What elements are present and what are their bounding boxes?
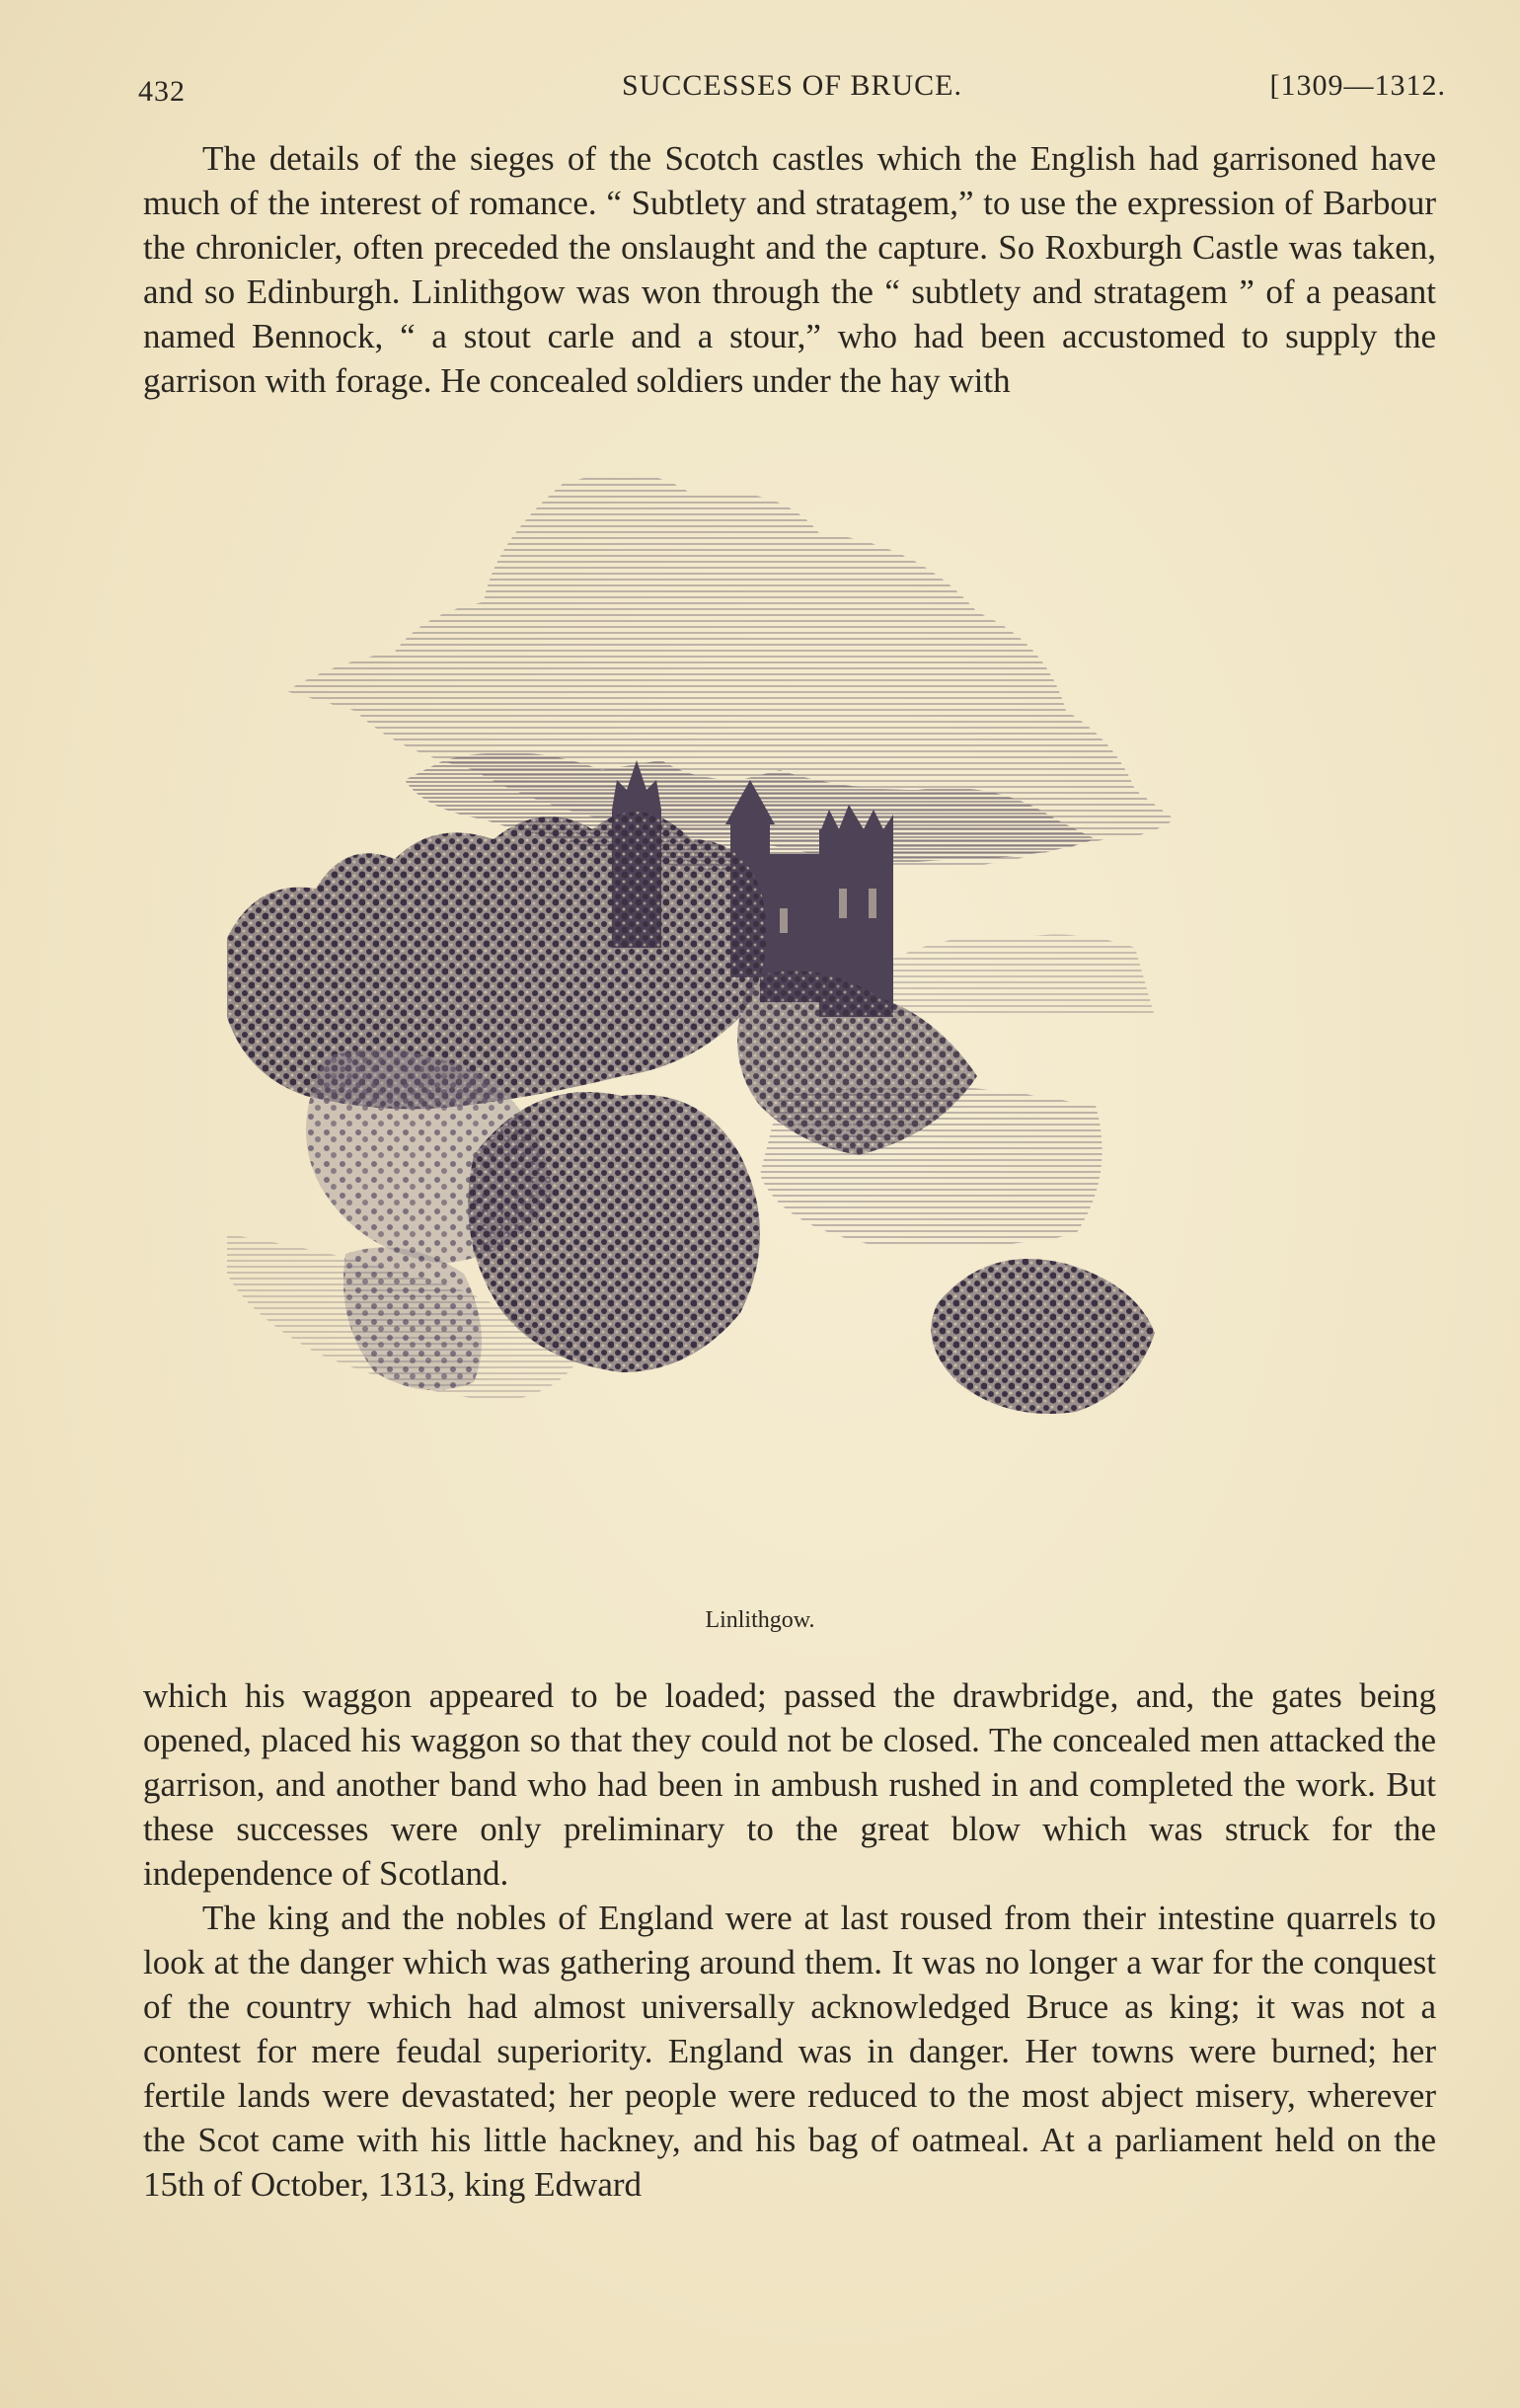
- page-number: 432: [138, 75, 186, 108]
- sky-hatching: [286, 474, 1175, 873]
- paragraph: The details of the sieges of the Scotch castles which the English had garrisoned have much of the interest of romance. “ Subtlety and stratagem,” to use the expression of Barbour the chronicler, often preceded the onslaught and the capture. So Roxburgh Castle was taken, and so Edinburgh. Linlithgow was won through the “ subtlety and stratagem ” of a peasant named Bennock, “ a stout carle and a stour,” who had been accustomed to supply the garrison with forage. He concealed soldiers under the hay with: [143, 139, 1436, 400]
- linlithgow-engraving: [227, 464, 1352, 1590]
- date-range: [1309—1312.: [1269, 69, 1446, 102]
- distant-hills: [859, 935, 1155, 1017]
- running-title: SUCCESSES OF BRUCE.: [622, 69, 962, 102]
- body-text-bottom: [143, 1673, 1436, 2207]
- running-header: [138, 69, 1446, 109]
- paragraph: which his waggon appeared to be loaded; passed the drawbridge, and, the gates being opened, placed his waggon so that they could not be closed. The concealed men attacked the garrison, and another band who had been in ambush rushed in and completed the work. But these successes were only preliminary to the great blow which was struck for the independence of Scotland.: [143, 1676, 1436, 1893]
- body-text-top: [143, 136, 1436, 403]
- loch-water: [760, 1086, 1102, 1247]
- paragraph: The king and the nobles of England were at last roused from their intestine quarrels to look at the danger which was gathering around them. It was no longer a war for the conquest of the country which had almost universally acknowledged Bruce as king; it was not a contest for mere feudal superiority. England was in danger. Her towns were burned; her fertile lands were devastated; her people were reduced to the most abject misery, wherever the Scot came with his little hackney, and his bag of oatmeal. At a parliament held on the 15th of October, 1313, king Edward: [143, 1899, 1436, 2204]
- figure-caption: Linlithgow.: [705, 1607, 815, 1633]
